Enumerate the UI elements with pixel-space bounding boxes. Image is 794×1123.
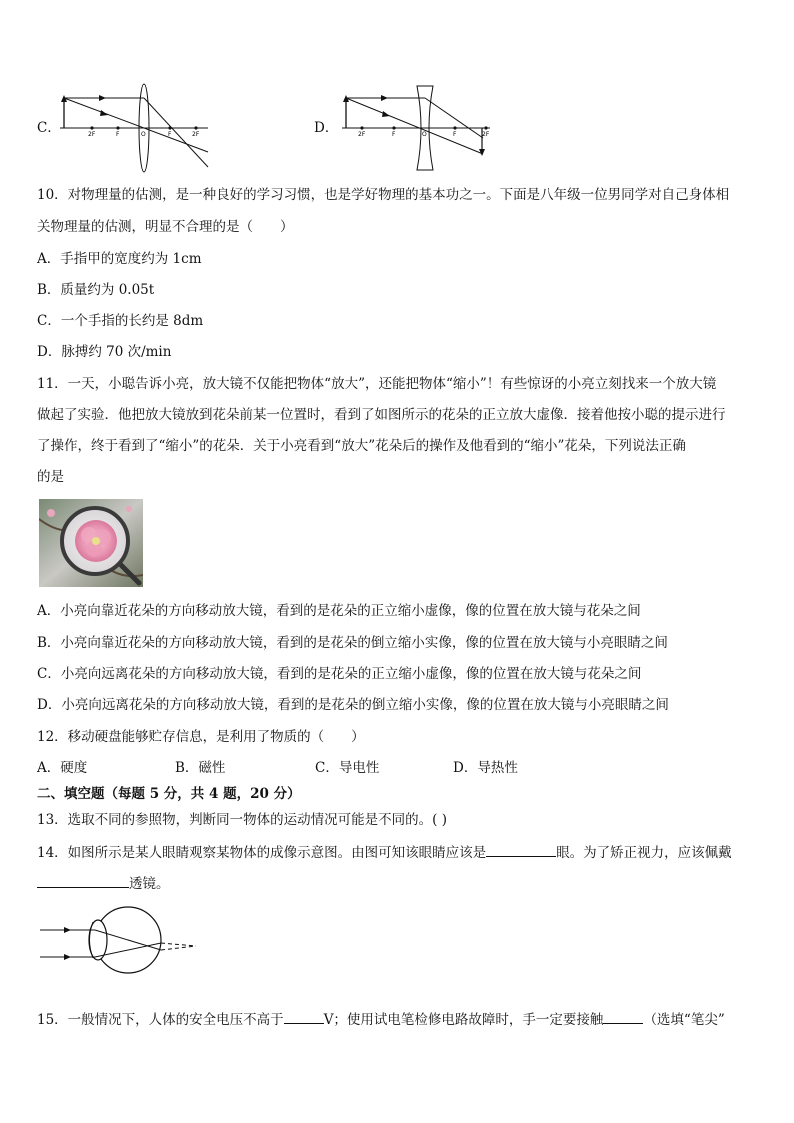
q10-option-a: A．手指甲的宽度约为 1cm: [37, 251, 202, 267]
q11-stem-line3: 了操作，终于看到了“缩小”的花朵．关于小亮看到“放大”花朵后的操作及他看到的“缩小”花朵，下列说法正确: [37, 438, 686, 454]
concave-lens-ray-diagram: [340, 82, 500, 178]
q12-option-d: D．导热性: [453, 760, 518, 776]
q10-stem-line2: 关物理量的估测，明显不合理的是（ ）: [37, 219, 294, 235]
q12-option-c: C．导电性: [315, 760, 380, 776]
q12-options: [37, 758, 518, 778]
svg-text:O: O: [141, 131, 146, 138]
magnifier-flower-photo: [39, 499, 143, 587]
q14-line2: [37, 873, 170, 894]
option-d-label: D．: [314, 120, 339, 136]
svg-text:2F: 2F: [358, 131, 366, 138]
q15-blank-2[interactable]: [603, 1009, 643, 1024]
q11-stem-line4: 的是: [37, 469, 64, 485]
q15-blank-1[interactable]: [284, 1009, 324, 1024]
svg-text:2F: 2F: [192, 131, 200, 138]
svg-text:O: O: [422, 131, 427, 138]
svg-text:F: F: [392, 131, 396, 138]
q10-stem-line1: 10．对物理量的估测，是一种良好的学习习惯，也是学好物理的基本功之一。下面是八年级一位男同学对自己身体相: [37, 187, 730, 203]
q14-blank-1[interactable]: [486, 842, 556, 857]
q11-option-a: A．小亮向靠近花朵的方向移动放大镜，看到的是花朵的正立缩小虚像，像的位置在放大镜与花朵之间: [37, 603, 641, 619]
q10-option-c: C．一个手指的长约是 8dm: [37, 313, 204, 329]
q11-option-b: B．小亮向靠近花朵的方向移动放大镜，看到的是花朵的倒立缩小实像，像的位置在放大镜与小亮眼睛之间: [37, 635, 668, 651]
q14-line1: [37, 842, 732, 863]
convex-lens-ray-diagram: [58, 82, 218, 178]
q14-part2: 眼。为了矫正视力，应该佩戴: [556, 845, 732, 861]
svg-text:2F: 2F: [482, 131, 490, 138]
q15-part1: 15．一般情况下，人体的安全电压不高于: [37, 1012, 284, 1028]
q15-part3: （选填“笔尖”: [643, 1012, 725, 1028]
q11-option-c: C．小亮向远离花朵的方向移动放大镜，看到的是花朵的正立缩小虚像，像的位置在放大镜与花朵之间: [37, 666, 642, 682]
q14-blank-2[interactable]: [37, 873, 129, 888]
section-heading: 二、填空题（每题 5 分，共 4 题，20 分）: [37, 786, 301, 802]
q11-option-d: D．小亮向远离花朵的方向移动放大镜，看到的是花朵的倒立缩小实像，像的位置在放大镜与小亮眼睛之间: [37, 697, 669, 713]
eye-imaging-diagram: [38, 902, 200, 982]
option-c-label: C．: [37, 120, 61, 136]
q12-stem: 12．移动硬盘能够贮存信息，是利用了物质的（ ）: [37, 729, 365, 745]
svg-text:2F: 2F: [88, 131, 96, 138]
q11-stem-line2: 做起了实验．他把放大镜放到花朵前某一位置时，看到了如图所示的花朵的正立放大虚像．接着他按小聪的提示进行: [37, 407, 726, 423]
q11-stem-line1: 11．一天，小聪告诉小亮，放大镜不仅能把物体“放大”，还能把物体“缩小”！有些惊讶的小亮立刻找来一个放大镜: [37, 376, 717, 392]
svg-text:F: F: [116, 131, 120, 138]
q14-part3: 透镜。: [129, 876, 170, 892]
q15-part2: V；使用试电笔检修电路故障时，手一定要接触: [323, 1012, 604, 1028]
q14-part1: 14．如图所示是某人眼睛观察某物体的成像示意图。由图可知该眼睛应该是: [37, 845, 487, 861]
svg-text:F: F: [168, 131, 172, 138]
q15-line1: [37, 1009, 725, 1030]
q10-option-b: B．质量约为 0.05t: [37, 282, 155, 298]
q10-option-d: D．脉搏约 70 次/min: [37, 344, 172, 360]
q12-option-b: B．磁性: [175, 760, 226, 776]
svg-text:F: F: [453, 131, 457, 138]
q12-option-a: A．硬度: [37, 760, 88, 776]
q13-stem: 13．选取不同的参照物，判断同一物体的运动情况可能是不同的。( ): [37, 812, 448, 828]
